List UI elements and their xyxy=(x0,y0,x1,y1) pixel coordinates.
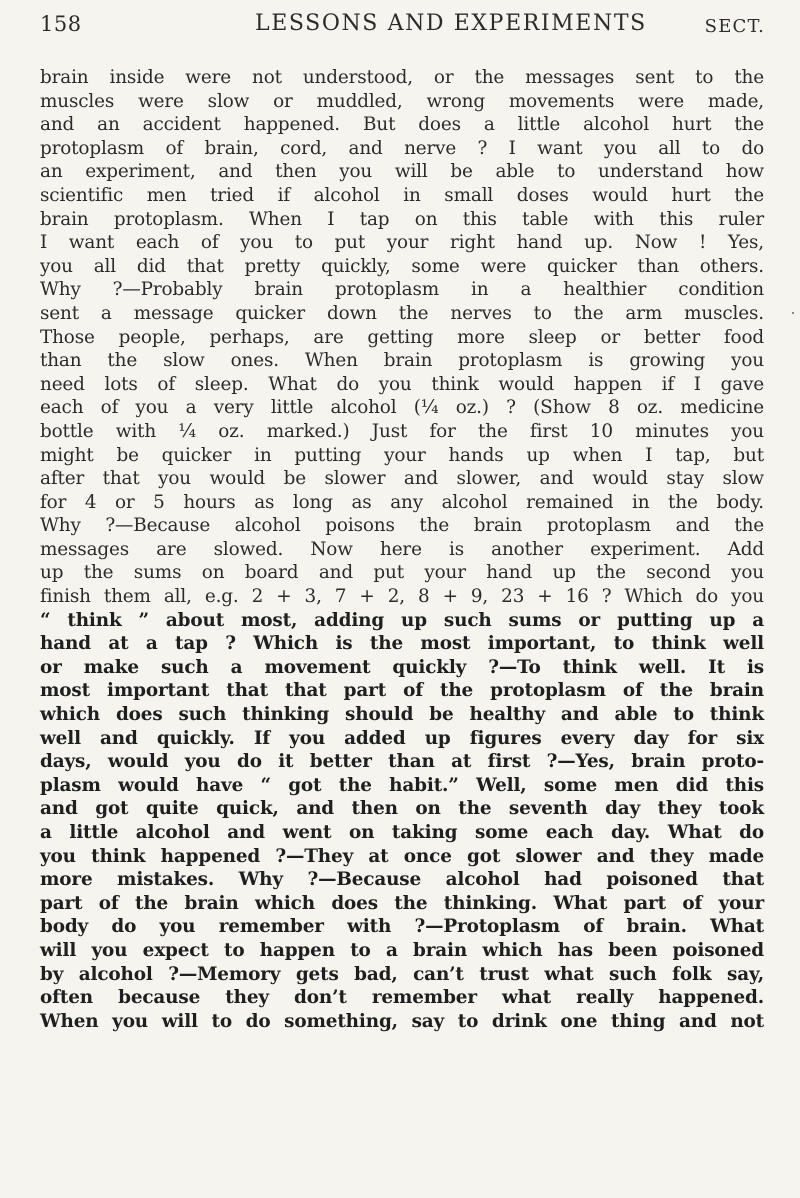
text-line: which does such thinking should be healthy and able to think xyxy=(40,704,764,726)
text-line: might be quicker in putting your hands up when I tap, but xyxy=(40,444,764,466)
page-number: 158 xyxy=(40,12,82,36)
text-line: up the sums on board and put your hand up the second you xyxy=(40,562,764,584)
text-line: plasm would have “ got the habit.” Well, some men did this xyxy=(40,774,764,796)
text-line: Why ?—Probably brain protoplasm in a healthier condition xyxy=(40,279,764,301)
running-head: LESSONS AND EXPERIMENTS xyxy=(255,11,647,36)
text-line: after that you would be slower and slower, and would stay slow xyxy=(40,468,764,490)
text-line: each of you a very little alcohol (¼ oz.) ? (Show 8 oz. medicine xyxy=(40,397,764,419)
text-line: than the slow ones. When brain protoplasm is growing you xyxy=(40,350,764,372)
text-line: Those people, perhaps, are getting more sleep or better food xyxy=(40,326,764,348)
section-label: SECT. xyxy=(704,16,765,37)
text-line: bottle with ¼ oz. marked.) Just for the first 10 minutes you xyxy=(40,420,764,442)
page-header xyxy=(40,6,765,46)
text-line: by alcohol ?—Memory gets bad, can’t trust what such folk say, xyxy=(40,963,764,985)
text-line: “ think ” about most, adding up such sums or putting up a xyxy=(40,609,764,631)
text-line: I want each of you to put your right hand up. Now ! Yes, xyxy=(40,232,764,254)
text-line: protoplasm of brain, cord, and nerve ? I want you all to do xyxy=(40,137,764,159)
text-line: finish them all, e.g. 2 + 3, 7 + 2, 8 + 9, 23 + 16 ? Which do you xyxy=(40,586,764,608)
text-line: you think happened ?—They at once got slower and they made xyxy=(40,845,764,867)
text-line: you all did that pretty quickly, some were quicker than others. xyxy=(40,255,764,277)
text-line: for 4 or 5 hours as long as any alcohol remained in the body. xyxy=(40,491,764,513)
text-line: days, would you do it better than at first ?—Yes, brain proto- xyxy=(40,751,764,773)
text-line: Why ?—Because alcohol poisons the brain protoplasm and the xyxy=(40,515,764,537)
text-line: part of the brain which does the thinking. What part of your xyxy=(40,892,764,914)
text-line: well and quickly. If you added up figures every day for six xyxy=(40,727,764,749)
text-line: need lots of sleep. What do you think would happen if I gave xyxy=(40,373,764,395)
text-line: will you expect to happen to a brain which has been poisoned xyxy=(40,939,764,961)
text-line: and got quite quick, and then on the seventh day they took xyxy=(40,798,764,820)
body-text xyxy=(40,66,764,1033)
text-line: hand at a tap ? Which is the most important, to think well xyxy=(40,633,764,655)
text-line: muscles were slow or muddled, wrong movements were made, xyxy=(40,90,764,112)
text-line: a little alcohol and went on taking some each day. What do xyxy=(40,822,764,843)
text-line: brain inside were not understood, or the messages sent to the xyxy=(40,67,764,88)
text-line: messages are slowed. Now here is another experiment. Add xyxy=(40,538,764,560)
page-edge-mark xyxy=(792,312,794,314)
text-line: body do you remember with ?—Protoplasm of brain. What xyxy=(40,916,764,938)
text-line: or make such a movement quickly ?—To think well. It is xyxy=(40,656,764,678)
text-line: scientific men tried if alcohol in small doses would hurt the xyxy=(40,184,764,206)
text-line: When you will to do something, say to drink one thing and not xyxy=(40,1010,764,1032)
text-line: an experiment, and then you will be able to understand how xyxy=(40,161,764,183)
text-line: and an accident happened. But does a little alcohol hurt the xyxy=(40,114,764,136)
text-line: often because they don’t remember what really happened. xyxy=(40,987,764,1009)
text-line: most important that that part of the protoplasm of the brain xyxy=(40,680,764,702)
text-line: more mistakes. Why ?—Because alcohol had poisoned that xyxy=(40,869,764,891)
text-line: sent a message quicker down the nerves to the arm muscles. xyxy=(40,302,764,324)
text-line: brain protoplasm. When I tap on this table with this ruler xyxy=(40,208,764,230)
